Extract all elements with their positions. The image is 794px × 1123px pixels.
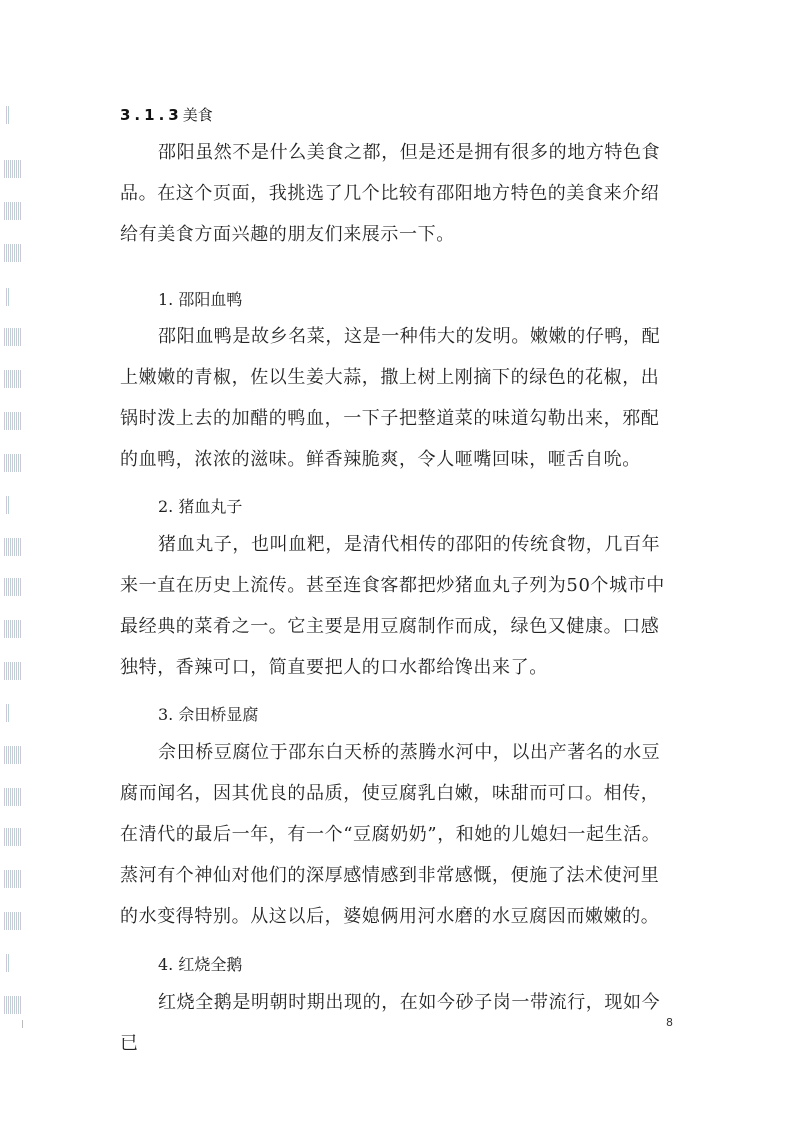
margin-mark	[4, 620, 22, 638]
item-title-1: 1. 邵阳血鸭	[158, 290, 243, 309]
margin-mark	[6, 954, 10, 972]
item-text-3: 佘田桥豆腐位于邵东白天桥的蒸腾水河中，以出产著名的水豆腐而闻名，因其优良的品质，使豆腐乳白嫩，味甜而可口。相传，在清代的最后一年，有一个“豆腐奶奶”，和她的儿媳妇一起生活。蒸河有个神仙对他们的深厚感情感到非常感慨，便施了法术使河里的水变得特别。从这以后，婆媳俩用河水磨的水豆腐因而嫩嫩的。	[120, 742, 661, 927]
margin-mark	[4, 788, 22, 806]
margin-mark	[4, 996, 22, 1014]
margin-mark	[6, 704, 10, 722]
item-title-2: 2. 猪血丸子	[158, 497, 243, 516]
margin-mark	[4, 746, 22, 764]
item-title-3: 3. 佘田桥显腐	[158, 705, 259, 724]
margin-mark	[4, 870, 22, 888]
margin-mark	[4, 244, 22, 262]
section-number: 3.1.3	[120, 106, 183, 124]
item-text-1: 邵阳血鸭是故乡名菜，这是一种伟大的发明。嫩嫩的仔鸭，配上嫩嫩的青椒，佐以生姜大蒜，撒上树上刚摘下的绿色的花椒，出锅时泼上去的加醋的鸭血，一下子把整道菜的味道勾勒出来，邪配的血鸭，浓浓的滋味。鲜香辣脆爽，令人咂嘴回味，咂舌自吮。	[120, 326, 661, 470]
margin-mark	[4, 538, 22, 556]
margin-mark	[4, 828, 22, 846]
item-title-4: 4. 红烧全鹅	[158, 955, 243, 974]
margin-mark	[4, 412, 22, 430]
section-title: 美食	[182, 106, 213, 124]
margin-mark	[6, 496, 10, 514]
item-text-4: 红烧全鹅是明朝时期出现的，在如今砂子岗一带流行，现如今已	[120, 992, 661, 1054]
item-text-2: 猪血丸子，也叫血粑，是清代相传的邵阳的传统食物，几百年来一直在历史上流传。甚至连食客都把炒猪血丸子列为50个城市中最经典的菜肴之一。它主要是用豆腐制作而成，绿色又健康。口感独特，香辣可口，简直要把人的口水都给馋出来了。	[120, 534, 665, 678]
margin-mark	[4, 454, 22, 472]
margin-mark	[4, 912, 22, 930]
margin-mark	[4, 662, 22, 680]
margin-mark	[4, 370, 22, 388]
margin-tick	[22, 1020, 23, 1028]
margin-mark	[6, 288, 10, 306]
page-number: 8	[666, 1016, 673, 1029]
margin-mark	[4, 578, 22, 596]
scan-margin-artifacts	[0, 0, 30, 1123]
margin-mark	[4, 328, 22, 346]
margin-mark	[6, 106, 10, 124]
section-heading	[120, 104, 213, 125]
margin-mark	[4, 202, 22, 220]
intro-paragraph: 邵阳虽然不是什么美食之都，但是还是拥有很多的地方特色食品。在这个页面，我挑选了几个比较有邵阳地方特色的美食来介绍给有美食方面兴趣的朋友们来展示一下。	[120, 142, 661, 245]
margin-mark	[4, 160, 22, 178]
